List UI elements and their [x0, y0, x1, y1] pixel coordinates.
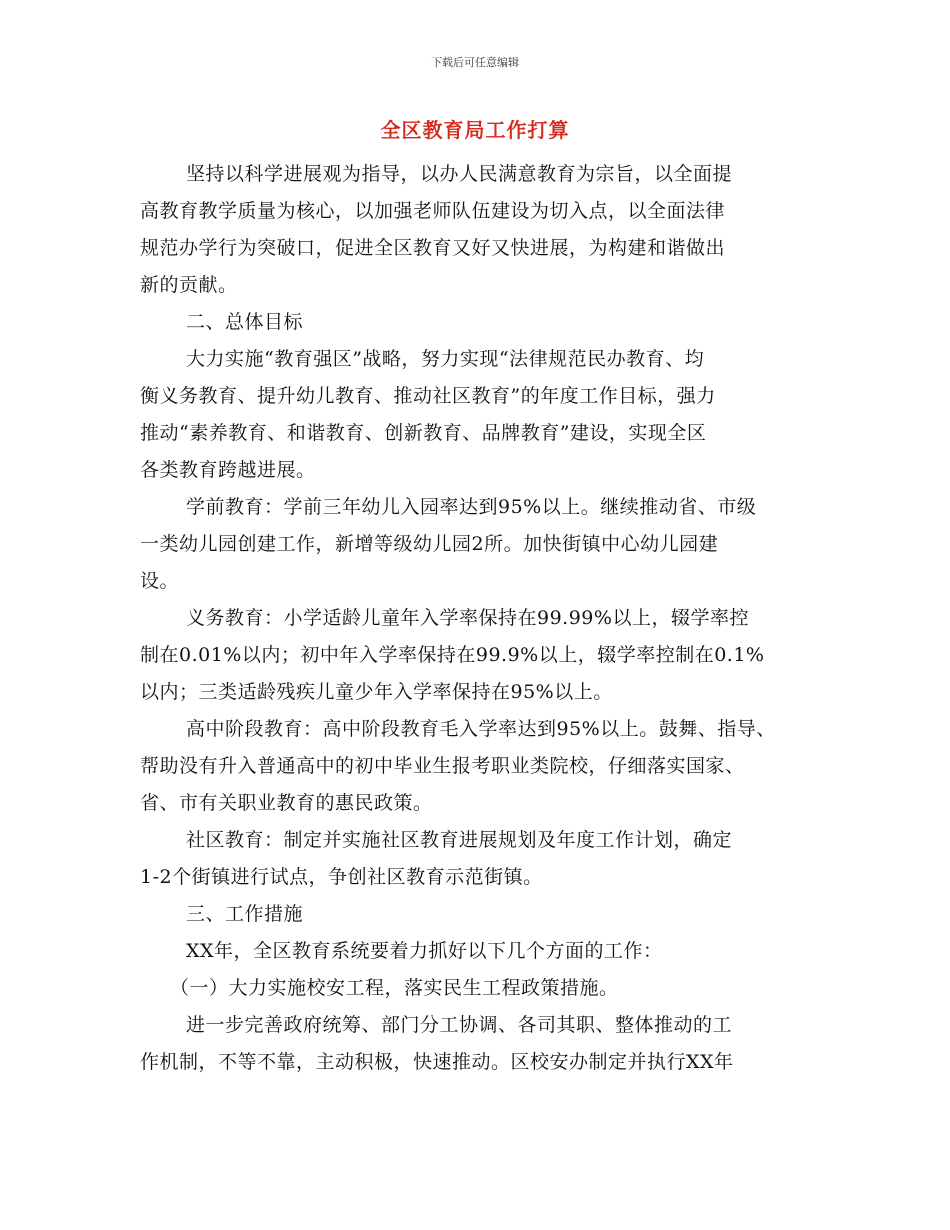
body-line: 1-2个街镇进行试点，争创社区教育示范街镇。: [140, 866, 543, 888]
body-line: 新的贡献。: [140, 274, 238, 296]
body-line: 义务教育：小学适龄儿童年入学率保持在99.99%以上，辍学率控: [186, 607, 749, 629]
body-line: 制在0.01%以内；初中年入学率保持在99.9%以上，辍学率控制在0.1%: [140, 644, 765, 666]
body-line: 推动“素养教育、和谐教育、创新教育、品牌教育”建设，实现全区: [140, 422, 707, 444]
document-title: 全区教育局工作打算: [380, 118, 570, 142]
page-header-note: 下载后可任意编辑: [431, 56, 519, 69]
body-line: 省、市有关职业教育的惠民政策。: [140, 792, 433, 814]
body-line: 学前教育：学前三年幼儿入园率达到95%以上。继续推动省、市级: [186, 496, 757, 518]
body-line: 坚持以科学进展观为指导，以办人民满意教育为宗旨，以全面提: [186, 163, 733, 185]
body-line: XX年，全区教育系统要着力抓好以下几个方面的工作：: [186, 940, 663, 962]
body-line: 高中阶段教育：高中阶段教育毛入学率达到95%以上。鼓舞、指导、: [186, 718, 776, 740]
body-line: 以内；三类适龄残疾儿童少年入学率保持在95%以上。: [140, 681, 613, 703]
body-line: 大力实施“教育强区”战略，努力实现“法律规范民办教育、均: [186, 348, 705, 370]
body-line: 衡义务教育、提升幼儿教育、推动社区教育”的年度工作目标，强力: [140, 385, 716, 407]
body-line: 设。: [140, 570, 180, 592]
section-heading: 二、总体目标: [186, 311, 304, 333]
body-line: 帮助没有升入普通高中的初中毕业生报考职业类院校，仔细落实国家、: [140, 755, 745, 777]
section-heading: 三、工作措施: [186, 903, 304, 925]
body-line: 进一步完善政府统筹、部门分工协调、各司其职、整体推动的工: [186, 1014, 733, 1036]
body-line: 社区教育：制定并实施社区教育进展规划及年度工作计划，确定: [186, 829, 733, 851]
body-line: 各类教育跨越进展。: [140, 459, 316, 481]
body-line: 一类幼儿园创建工作，新增等级幼儿园2所。加快街镇中心幼儿园建: [140, 533, 719, 555]
body-line: 作机制，不等不靠，主动积极，快速推动。区校安办制定并执行XX年: [140, 1051, 734, 1073]
body-line: 高教育教学质量为核心，以加强老师队伍建设为切入点，以全面法律: [140, 200, 726, 222]
subsection-heading: （一）大力实施校安工程，落实民生工程政策措施。: [170, 977, 619, 999]
body-line: 规范办学行为突破口，促进全区教育又好又快进展，为构建和谐做出: [140, 237, 726, 259]
